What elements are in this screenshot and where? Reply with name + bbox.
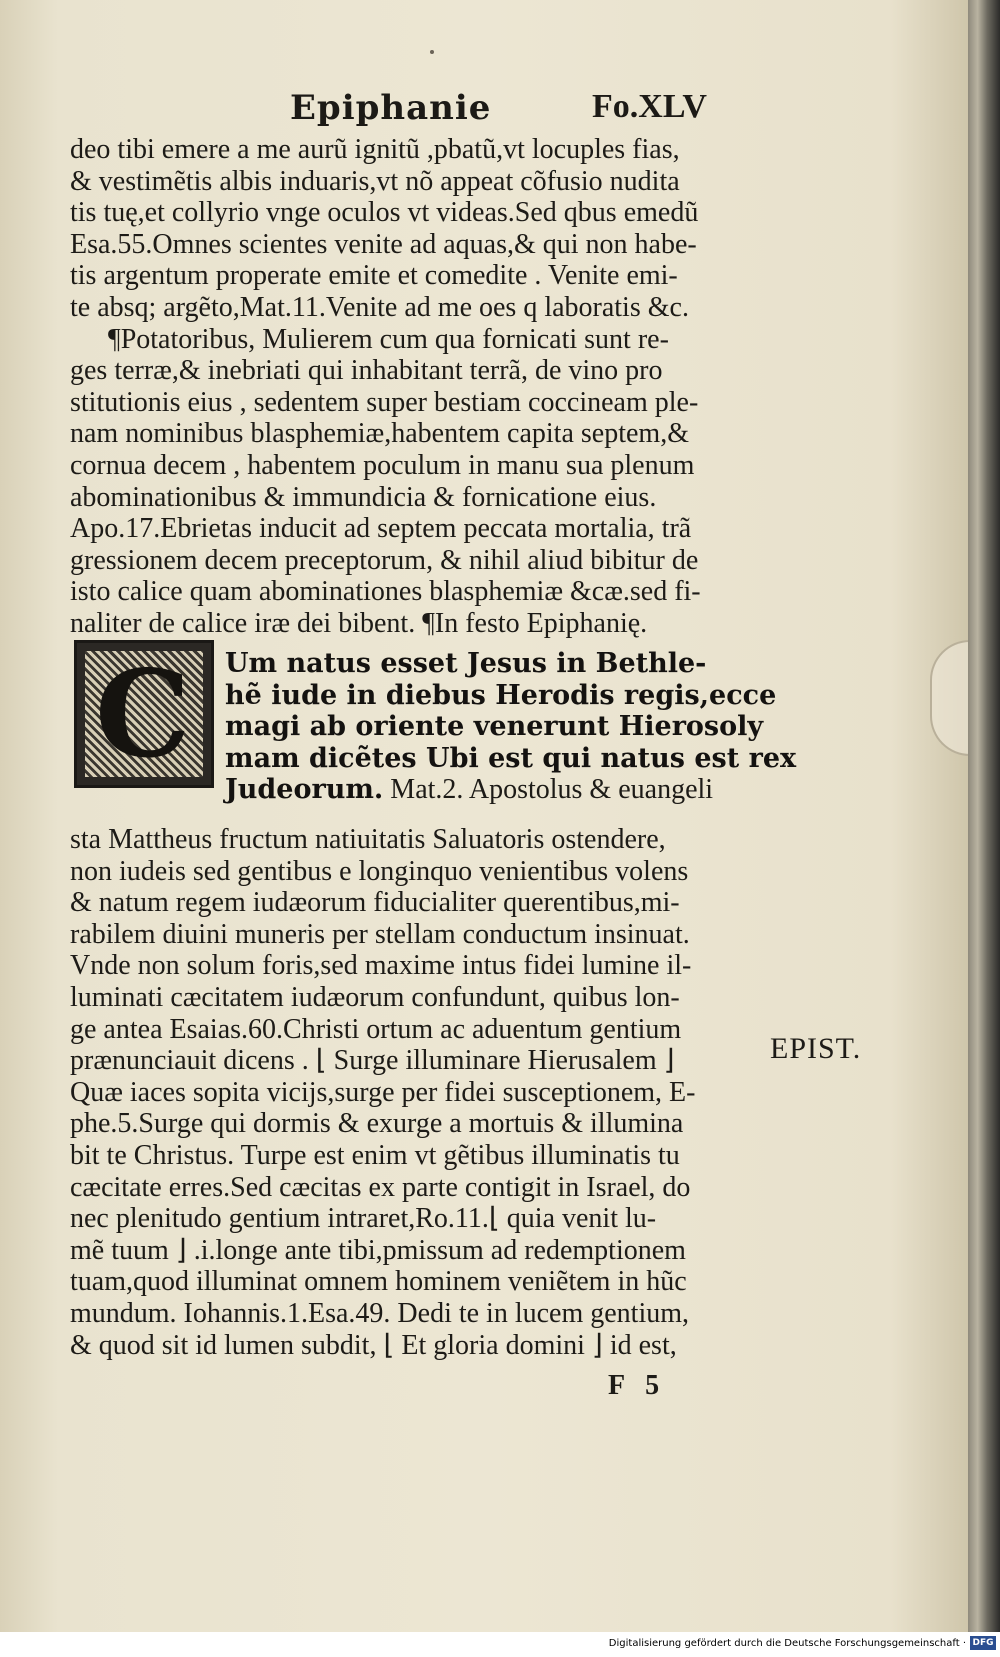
gothic-word: Judeorum. bbox=[225, 774, 384, 806]
text-line: mundum. Iohannis.1.Esa.49. Dedi te in lucem gentium, bbox=[70, 1297, 690, 1329]
running-head-title: Epiphanie bbox=[290, 88, 492, 128]
text-line: ¶Potatoribus, Mulierem cum qua fornicati sunt re- bbox=[108, 323, 669, 355]
gothic-line: Um natus esset Jesus in Bethle- bbox=[225, 648, 707, 679]
text-line: mẽ tuum ⌋ .i.longe ante tibi,pmissum ad redemptionem bbox=[70, 1234, 686, 1266]
text-block-top bbox=[70, 134, 770, 640]
text-line: cæcitate erres.Sed cæcitas ex parte contigit in Israel, do bbox=[70, 1171, 691, 1203]
text-line: non iudeis sed gentibus e longinquo venientibus volens bbox=[70, 855, 689, 887]
text-line: naliter de calice iræ dei bibent. ¶In festo Epiphanię. bbox=[70, 607, 648, 639]
folio-number: Fo.XLV bbox=[592, 88, 707, 125]
gothic-line: hẽ iude in diebus Herodis regis,ecce bbox=[225, 679, 777, 711]
gothic-line: mam dicẽtes Ubi est qui natus est rex bbox=[225, 742, 797, 774]
text-line: rabilem diuini muneris per stellam conductum insinuat. bbox=[70, 918, 690, 950]
text-line: abominationibus & immundicia & fornicatione eius. bbox=[70, 481, 657, 513]
text-line: Apo.17.Ebrietas inducit ad septem peccata mortalia, trã bbox=[70, 513, 692, 545]
text-line: & natum regem iudæorum fiducialiter querentibus,mi- bbox=[70, 887, 680, 919]
page-speck bbox=[430, 50, 434, 54]
text-line: luminati cæcitatem iudæorum confundunt, quibus lon- bbox=[70, 981, 680, 1013]
text-line: te absq; argẽto,Mat.11.Venite ad me oes q laboratis &c. bbox=[70, 291, 689, 323]
text-line: nam nominibus blasphemiæ,habentem capita septem,& bbox=[70, 418, 689, 450]
marginal-note: EPIST. bbox=[770, 1032, 862, 1065]
text-line: bit te Christus. Turpe est enim vt gẽtibus illuminatis tu bbox=[70, 1139, 680, 1171]
text-line: sta Mattheus fructum natiuitatis Saluatoris ostendere, bbox=[70, 824, 666, 855]
page-tab-marker bbox=[930, 640, 970, 756]
text-line: nec plenitudo gentium intraret,Ro.11.⌊ quia venit lu- bbox=[70, 1203, 657, 1235]
gospel-incipit bbox=[225, 648, 797, 806]
initial-letter: C bbox=[95, 644, 191, 785]
text-line: ges terræ,& inebriati qui inhabitant terrã, de vino pro bbox=[70, 355, 663, 387]
text-line: cornua decem , habentem poculum in manu sua plenum bbox=[70, 449, 695, 481]
running-head bbox=[0, 88, 968, 136]
book-edge bbox=[968, 0, 1000, 1657]
text-line: Esa.55.Omnes scientes venite ad aquas,& qui non habe- bbox=[70, 228, 697, 260]
text-line: isto calice quam abominationes blasphemiæ &cæ.sed fi- bbox=[70, 576, 701, 608]
text-line: tis tuę,et collyrio vnge oculos vt videas.Sed qbus emedũ bbox=[70, 197, 699, 229]
text-line: gressionem decem preceptorum, & nihil aliud bibitur de bbox=[70, 544, 699, 576]
text-line: Vnde non solum foris,sed maxime intus fidei lumine il- bbox=[70, 950, 692, 982]
decorated-initial bbox=[74, 640, 214, 788]
text-line: tuam,quod illuminat omnem hominem veniẽtem in hũc bbox=[70, 1266, 687, 1298]
mixed-line bbox=[225, 774, 785, 806]
text-line: & quod sit id lumen subdit, ⌊ Et gloria domini ⌋ id est, bbox=[70, 1329, 677, 1361]
gothic-line: magi ab oriente venerunt Hierosoly bbox=[225, 711, 764, 743]
text-block-bottom bbox=[70, 824, 770, 1361]
text-line: tis argentum properate emite et comedite . Venite emi- bbox=[70, 260, 678, 292]
text-line: Quæ iaces sopita vicijs,surge per fidei susceptionem, E- bbox=[70, 1076, 696, 1108]
text-line: deo tibi emere a me aurũ ignitũ ,pbatũ,vt locuples fias, bbox=[70, 134, 680, 165]
dfg-logo: DFG bbox=[970, 1636, 996, 1650]
signature-mark: F 5 bbox=[608, 1370, 660, 1401]
text-line: prænunciauit dicens . ⌊ Surge illuminare Hierusalem ⌋ bbox=[70, 1045, 675, 1077]
text-line: & vestimẽtis albis induaris,vt nõ appeat cõfusio nudita bbox=[70, 165, 680, 197]
text-line: phe.5.Surge qui dormis & exurge a mortuis & illumina bbox=[70, 1108, 684, 1140]
text-line: ge antea Esaias.60.Christi ortum ac aduentum gentium bbox=[70, 1013, 682, 1045]
roman-text: Mat.2. Apostolus & euangeli bbox=[383, 774, 714, 806]
footer-credit: Digitalisierung gefördert durch die Deutsche Forschungsgemeinschaft · bbox=[608, 1638, 966, 1649]
text-line: stitutionis eius , sedentem super bestiam coccineam ple- bbox=[70, 386, 699, 418]
